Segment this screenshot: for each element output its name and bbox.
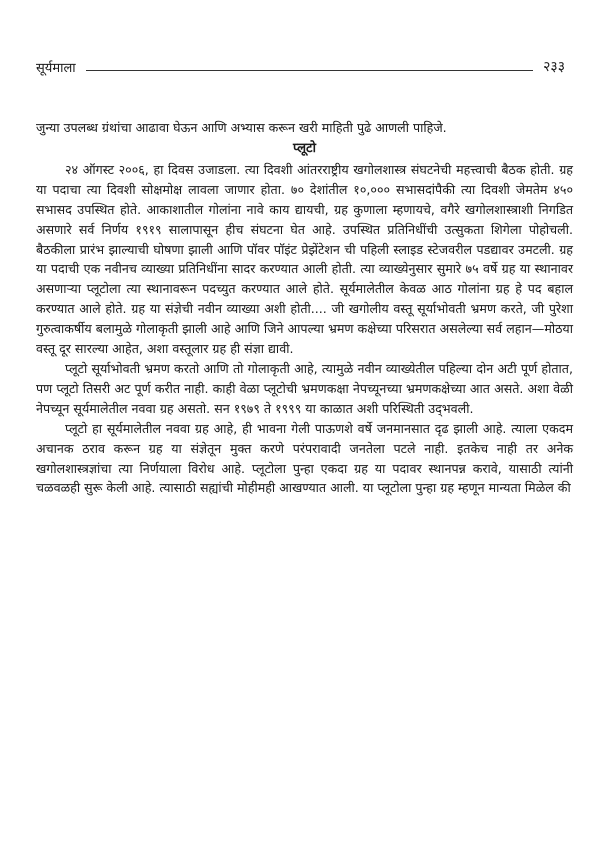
body-paragraph-3: प्लूटो हा सूर्यमालेतील नववा ग्रह आहे, ही भावना गेली पाऊणशे वर्षे जनमानसात दृढ झाली आहे. त्याला एकदम अचानक ठराव करून ग्रह या संज्ञेतून मुक्त करणे परंपरावादी जनतेला पटले नाही. इतकेच नाही तर अनेक खगोलशास्त्रज्ञांचा त्या निर्णयाला विरोध आहे. प्लूटोला पुन्हा एकदा ग्रह या पदावर स्थानपन्न करावे, यासाठी त्यांनी चळवळही सुरू केली आहे. त्यासाठी सह्यांची मोहीमही आखण्यात आली. या प्लूटोला पुन्हा ग्रह म्हणून मान्यता मिळेल की: [36, 420, 573, 496]
body-text: [36, 118, 573, 498]
running-header-title: सूर्यमाला: [36, 61, 76, 76]
intro-paragraph: जुन्या उपलब्ध ग्रंथांचा आढावा घेऊन आणि अभ्यास करून खरी माहिती पुढे आणली पाहिजे.: [36, 120, 447, 135]
running-header: [36, 54, 565, 76]
page-number: २३३: [543, 59, 565, 75]
body-paragraph-2: प्लूटो सूर्याभोवती भ्रमण करतो आणि तो गोलाकृती आहे, त्यामुळे नवीन व्याख्येतील पहिल्या दोन अटी पूर्ण होतात, पण प्लूटो तिसरी अट पूर्ण करीत नाही. काही वेळा प्लूटोची भ्रमणकक्षा नेपच्यूनच्या भ्रमणकक्षेच्या आत असते. अशा वेळी नेपच्यून सूर्यमालेतील नववा ग्रह असतो. सन १९७९ ते १९९९ या काळात अशी परिस्थिती उद्‌भवली.: [36, 360, 573, 416]
header-rule: [86, 70, 534, 71]
body-paragraph-1: २४ ऑगस्ट २००६, हा दिवस उजाडला. त्या दिवशी आंतरराष्ट्रीय खगोलशास्त्र संघटनेची महत्त्वाची बैठक होती. ग्रह या पदाचा त्या दिवशी सोक्षमोक्ष लावला जाणार होता. ७० देशांतील १०,००० सभासदांपैकी त्या दिवशी जेमतेम ४५० सभासद उपस्थित होते. आकाशातील गोलांना नावे काय द्यायची, ग्रह कुणाला म्हणायचे, वगैरे खगोलशास्त्राशी निगडित असणारे सर्व निर्णय १९१९ सालापासून हीच संघटना घेत आहे. उपस्थित प्रतिनिधींची उत्सुकता शिगेला पोहोचली. बैठकीला प्रारंभ झाल्याची घोषणा झाली आणि पॉवर पॉइंट प्रेझेंटेशन ची पहिली स्लाइड स्टेजवरील पडद्यावर उमटली. ग्रह या पदाची एक नवीनच व्याख्या प्रतिनिधींना सादर करण्यात आली होती. त्या व्याख्येनुसार सुमारे ७५ वर्षे ग्रह या स्थानावर असणाऱ्या प्लूटोला त्या स्थानावरून पदच्युत करण्यात आले होते. सूर्यमालेतील केवळ आठ गोलांना ग्रह हे पद बहाल करण्यात आले होते. ग्रह या संज्ञेची नवीन व्याख्या अशी होती.... जी खगोलीय वस्तू सूर्याभोवती भ्रमण करते, जी पुरेशा गुरुत्वाकर्षीय बलामुळे गोलाकृती झाली आहे आणि जिने आपल्या भ्रमण कक्षेच्या परिसरात असलेल्या सर्व लहान—मोठया वस्तू दूर सारल्या आहेत, अशा वस्तूलार ग्रह ही संज्ञा द्यावी.: [36, 161, 573, 357]
section-heading: प्लूटो: [293, 140, 316, 156]
